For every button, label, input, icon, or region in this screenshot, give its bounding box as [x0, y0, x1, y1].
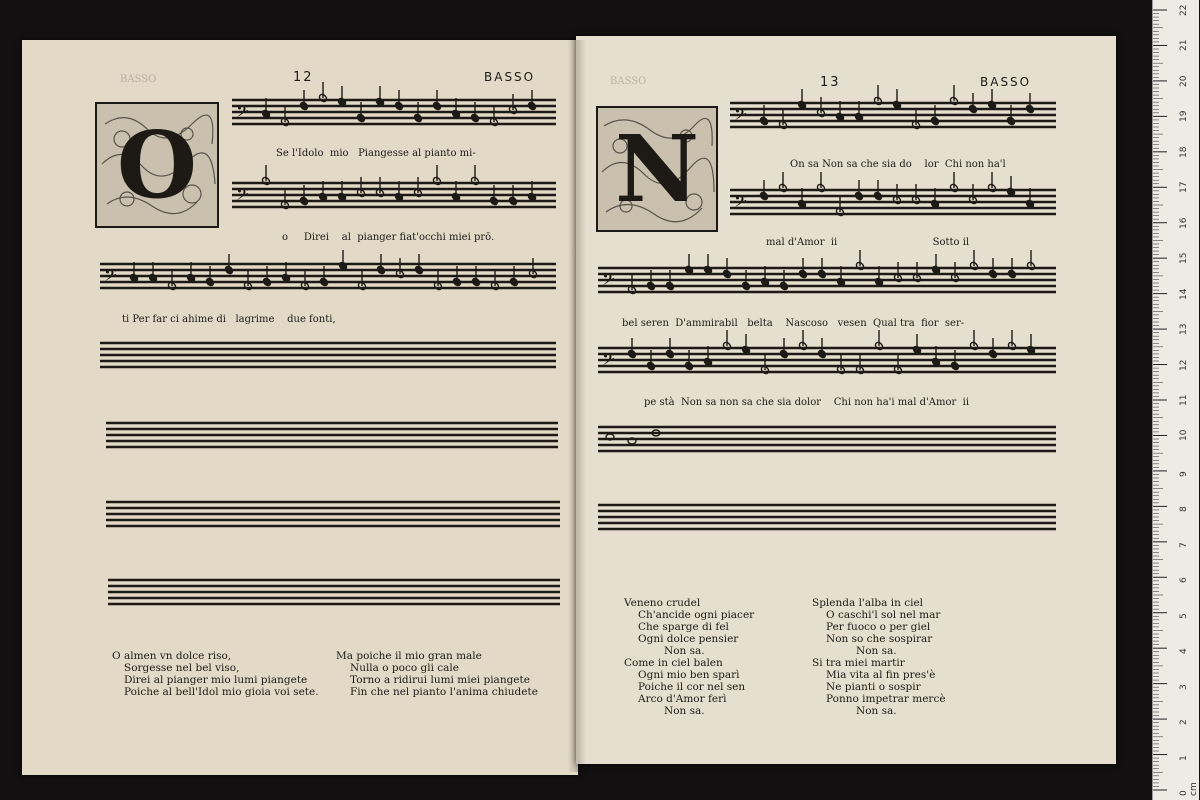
ruler-number: 13 — [1179, 323, 1189, 336]
page-number-left: 12 — [293, 70, 314, 85]
clef-symbol: 𝄢 — [236, 101, 249, 125]
staff — [108, 580, 560, 604]
lyric-line-right-3: bel seren D'ammirabil belta Nascoso vesen Qual tra fior ser- — [622, 318, 965, 329]
verse-line: Veneno crudel — [624, 597, 701, 609]
verse-left-col1 — [112, 650, 319, 698]
verse-line: Ne pianti o sospir — [826, 681, 921, 693]
ruler-number: 6 — [1179, 577, 1189, 584]
lyric-line-right-2: mal d'Amor ii Sotto il — [766, 237, 970, 248]
verse-line: Ma poiche il mio gran male — [336, 650, 482, 662]
ruler-unit: cm — [1189, 782, 1199, 796]
lyric-line-left-1: Se l'Idolo mio Piangesse al pianto mi- — [276, 148, 476, 159]
clef-symbol: 𝄢 — [602, 269, 615, 293]
verse-line: Non sa. — [856, 645, 897, 657]
page-number-right: 13 — [820, 75, 841, 90]
verse-line: Non sa. — [664, 645, 705, 657]
initial-letter-n: N — [614, 115, 700, 223]
staff — [598, 330, 1056, 375]
ruler-number: 8 — [1179, 506, 1189, 513]
part-header-left: BASSO — [484, 70, 536, 84]
verse-line: Come in ciel balen — [624, 657, 723, 669]
staff — [598, 250, 1056, 295]
clef-symbol: 𝄢 — [236, 184, 249, 208]
clef-symbol: 𝄢 — [104, 265, 117, 289]
ruler-number: 5 — [1179, 612, 1189, 619]
staff — [232, 165, 556, 210]
ruler-number: 16 — [1179, 217, 1189, 229]
staff — [730, 172, 1056, 217]
verse-line: Splenda l'alba in ciel — [812, 597, 924, 609]
ruler-number: 4 — [1179, 648, 1189, 655]
verse-line: Mia vita al fin pres'è — [826, 669, 936, 681]
ruler-number: 20 — [1179, 75, 1189, 87]
verse-right-col2 — [812, 597, 946, 717]
lyric-line-right-1: On sa Non sa che sia do lor Chi non ha'l — [790, 159, 1006, 170]
staff — [598, 427, 1056, 451]
ruler-number: 12 — [1179, 359, 1189, 371]
verse-line: Torno a ridirui lumi miei piangete — [350, 674, 530, 686]
verse-line: Non sa. — [664, 705, 705, 717]
verse-line: O almen vn dolce riso, — [112, 650, 232, 662]
staff — [232, 82, 556, 127]
verse-line: Nulla o poco gli cale — [350, 662, 459, 674]
bleed-through-header-left: BASSO — [120, 74, 157, 85]
verse-line: Fin che nel pianto l'anima chiudete — [350, 686, 538, 698]
bleed-through-header-right: BASSO — [610, 76, 647, 87]
verse-line: Direi al pianger mio lumi piangete — [124, 674, 308, 686]
clef-symbol: 𝄢 — [602, 349, 615, 373]
ruler-number: 1 — [1179, 754, 1189, 761]
staff — [598, 505, 1056, 529]
verse-line: Poiche il cor nel sen — [638, 681, 746, 693]
ruler-number: 17 — [1179, 181, 1189, 194]
ruler-number: 14 — [1179, 288, 1189, 300]
verse-line: Poiche al bell'Idol mio gioia voi sete. — [124, 686, 319, 698]
verse-right-col1 — [624, 597, 754, 717]
clef-symbol: 𝄢 — [734, 191, 747, 215]
verse-line: O caschi'l sol nel mar — [826, 609, 941, 621]
lyric-line-right-4: pe stà Non sa non sa che sia dolor Chi non ha'i mal d'Amor ii — [644, 397, 970, 408]
measuring-ruler — [1152, 0, 1199, 800]
verse-line: Ogni dolce pensier — [638, 633, 739, 645]
staff — [100, 250, 556, 291]
initial-letter-o: O — [116, 111, 198, 219]
ruler-number: 3 — [1179, 683, 1189, 690]
verse-left-col2 — [336, 650, 538, 698]
staff — [106, 502, 560, 526]
staff — [730, 85, 1056, 130]
verse-line: Ogni mio ben sparì — [638, 669, 740, 681]
verse-line: Che sparge di fel — [638, 621, 729, 633]
ruler-number: 22 — [1179, 4, 1189, 16]
ruler-number: 0 — [1179, 790, 1189, 796]
lyric-line-left-2: o Direi al pianger fiat'occhi miei prō. — [282, 232, 495, 243]
clef-symbol: 𝄢 — [734, 104, 747, 128]
staff — [106, 423, 558, 447]
staff — [100, 343, 556, 367]
verse-line: Ponno impetrar mercè — [826, 693, 946, 705]
verse-line: Non so che sospirar — [826, 633, 933, 645]
ruler-number: 9 — [1179, 471, 1189, 477]
ruler-number: 7 — [1179, 542, 1189, 548]
verse-line: Arco d'Amor ferì — [638, 693, 727, 705]
verse-line: Si tra miei martir — [812, 657, 905, 669]
ruler-number: 2 — [1179, 719, 1189, 726]
ruler-ticks — [1153, 0, 1199, 800]
ruler-number: 15 — [1179, 252, 1189, 265]
verse-line: Sorgesse nel bel viso, — [124, 662, 240, 674]
part-header-right: BASSO — [980, 75, 1032, 89]
verse-line: Non sa. — [856, 705, 897, 717]
ruler-number: 11 — [1179, 394, 1189, 406]
ruler-number: 21 — [1179, 40, 1189, 52]
verse-line: Ch'ancide ogni piacer — [638, 609, 755, 621]
ruler-number: 10 — [1179, 430, 1189, 442]
lyric-line-left-3: ti Per far ci ahime di lagrime due fonti, — [122, 314, 336, 325]
verse-line: Per fuoco o per giel — [826, 621, 931, 633]
ruler-number: 19 — [1179, 110, 1189, 123]
ruler-number: 18 — [1179, 146, 1189, 158]
